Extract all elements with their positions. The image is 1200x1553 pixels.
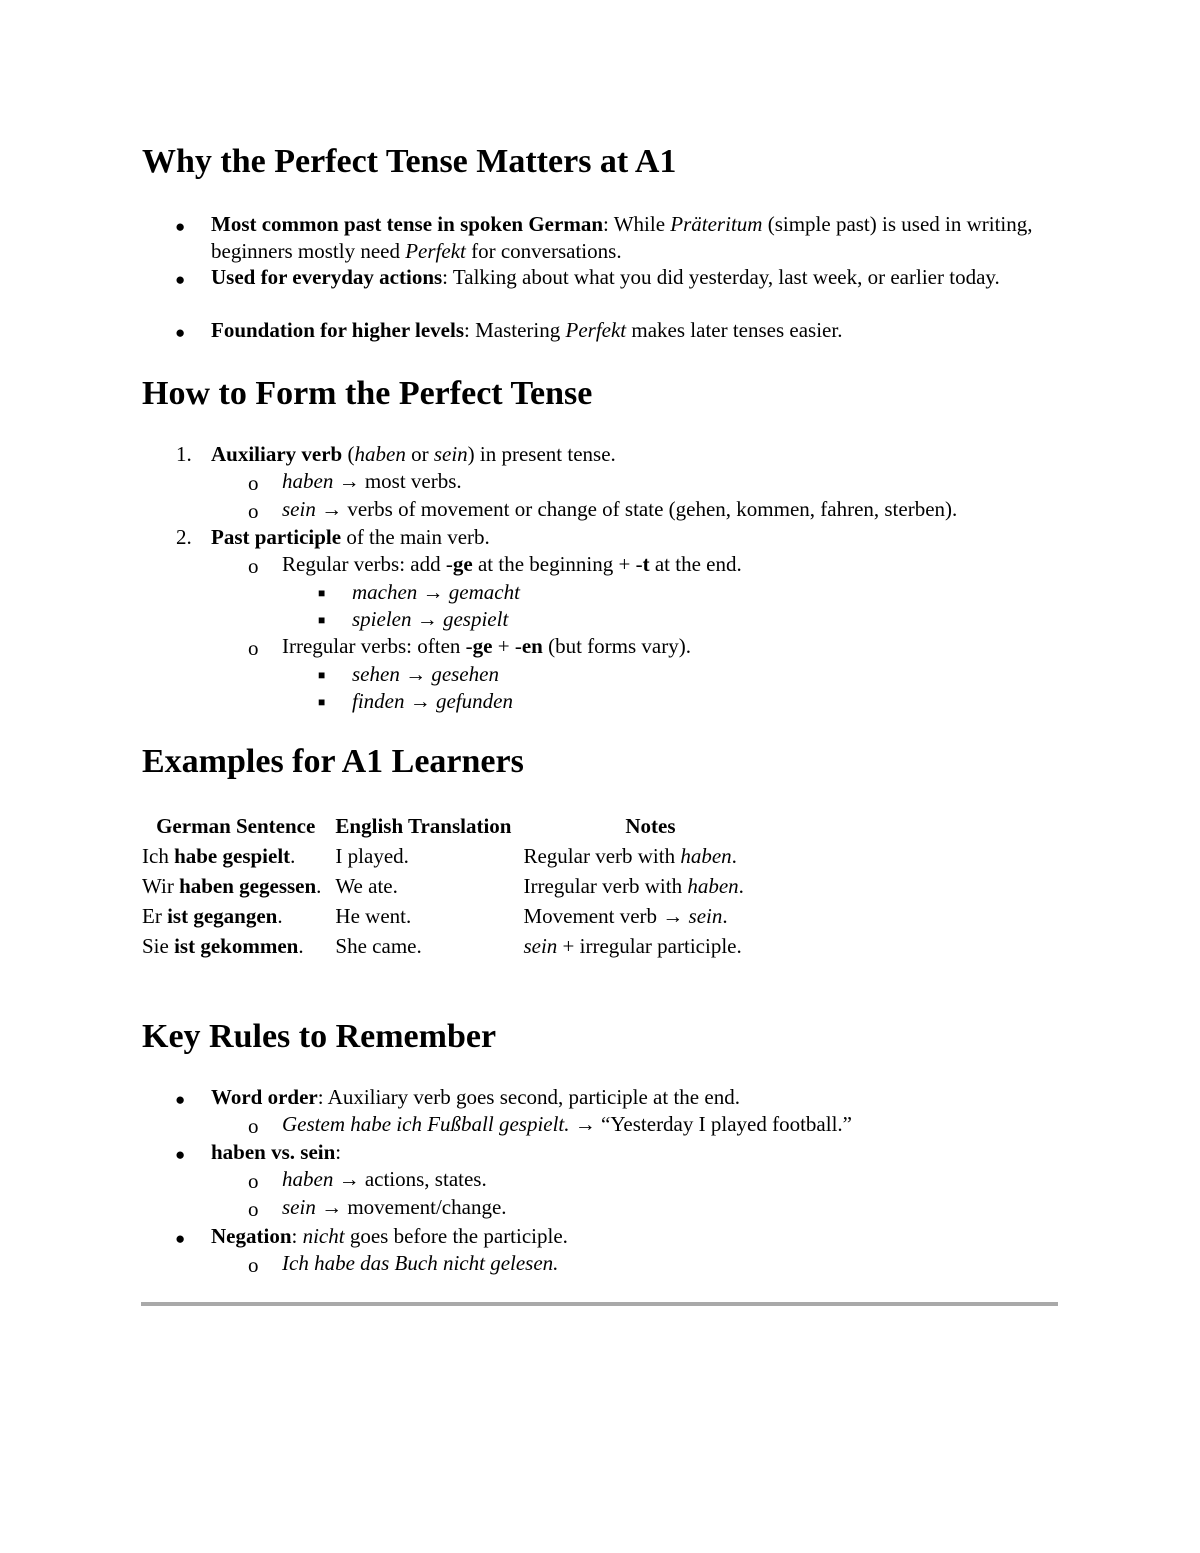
step-2: Past participle of the main verb. (211, 525, 490, 549)
circle-bullet-icon: o (248, 1114, 259, 1138)
bullet-icon: ● (175, 1145, 186, 1164)
bullet-icon: ● (175, 323, 186, 342)
german-cell: Er ist gegangen. (142, 904, 283, 928)
bullet-icon: ● (175, 217, 186, 236)
square-bullet-icon: ■ (318, 613, 326, 627)
section-title-why: Why the Perfect Tense Matters at A1 (142, 143, 677, 180)
column-header: German Sentence (156, 814, 316, 838)
table-row (142, 841, 781, 871)
circle-bullet-icon: o (248, 636, 259, 660)
bullet-icon: ● (175, 270, 186, 289)
notes-cell: Movement verb → sein. (523, 904, 728, 928)
rule-item-1-sub-1: Gestem habe ich Fußball gespielt. → “Yesterday I played football.” (282, 1112, 852, 1136)
example-item: spielen → gespielt (352, 607, 509, 631)
horizontal-rule (141, 1302, 1058, 1306)
example-item: machen → gemacht (352, 580, 520, 604)
circle-bullet-icon: o (248, 1197, 259, 1221)
bullet-icon: ● (175, 1229, 186, 1248)
table-row (142, 931, 781, 961)
german-cell: Sie ist gekommen. (142, 934, 304, 958)
rule-item-1: Word order: Auxiliary verb goes second, participle at the end. (211, 1085, 740, 1109)
rule-item-2-sub-1: haben → actions, states. (282, 1167, 487, 1191)
why-bullet-1: Most common past tense in spoken German: While Präteritum (simple past) is used in writing, beginners mostly need Perfekt for conversations. (211, 212, 1033, 263)
english-cell: I played. (335, 844, 409, 868)
step-2-sub-2: Irregular verbs: often -ge + -en (but forms vary). (282, 634, 691, 658)
english-cell: She came. (335, 934, 422, 958)
english-cell: We ate. (335, 874, 398, 898)
circle-bullet-icon: o (248, 1169, 259, 1193)
table-row (142, 871, 781, 901)
why-bullet-2: Used for everyday actions: Talking about what you did yesterday, last week, or earlier today. (211, 265, 1000, 289)
german-cell: Wir haben gegessen. (142, 874, 322, 898)
step-1: Auxiliary verb (haben or sein) in present tense. (211, 442, 616, 466)
section-title-examples: Examples for A1 Learners (142, 743, 524, 780)
step-number: 1. (176, 442, 192, 466)
german-cell: Ich habe gespielt. (142, 844, 296, 868)
examples-table (142, 811, 781, 961)
english-cell: He went. (335, 904, 412, 928)
rule-item-3-sub-1: Ich habe das Buch nicht gelesen. (282, 1251, 559, 1275)
bullet-icon: ● (175, 1090, 186, 1109)
circle-bullet-icon: o (248, 1253, 259, 1277)
rule-item-3: Negation: nicht goes before the participle. (211, 1224, 568, 1248)
circle-bullet-icon: o (248, 554, 259, 578)
circle-bullet-icon: o (248, 471, 259, 495)
example-item: sehen → gesehen (352, 662, 499, 686)
section-title-rules: Key Rules to Remember (142, 1018, 497, 1055)
circle-bullet-icon: o (248, 499, 259, 523)
square-bullet-icon: ■ (318, 695, 326, 709)
column-header: English Translation (335, 814, 512, 838)
step-2-sub-1: Regular verbs: add -ge at the beginning + -t at the end. (282, 552, 742, 576)
column-header: Notes (625, 814, 676, 838)
why-bullet-3: Foundation for higher levels: Mastering Perfekt makes later tenses easier. (211, 318, 843, 342)
step-1-sub-2: sein → verbs of movement or change of state (gehen, kommen, fahren, sterben). (282, 497, 958, 521)
table-row (142, 901, 781, 931)
square-bullet-icon: ■ (318, 586, 326, 600)
section-title-form: How to Form the Perfect Tense (142, 375, 593, 412)
example-item: finden → gefunden (352, 689, 513, 713)
square-bullet-icon: ■ (318, 668, 326, 682)
step-1-sub-1: haben → most verbs. (282, 469, 462, 493)
step-number: 2. (176, 525, 192, 549)
rule-item-2: haben vs. sein: (211, 1140, 342, 1164)
rule-item-2-sub-2: sein → movement/change. (282, 1195, 507, 1219)
notes-cell: Irregular verb with haben. (523, 874, 744, 898)
notes-cell: sein + irregular participle. (523, 934, 742, 958)
table-header-row (142, 811, 781, 841)
notes-cell: Regular verb with haben. (523, 844, 737, 868)
